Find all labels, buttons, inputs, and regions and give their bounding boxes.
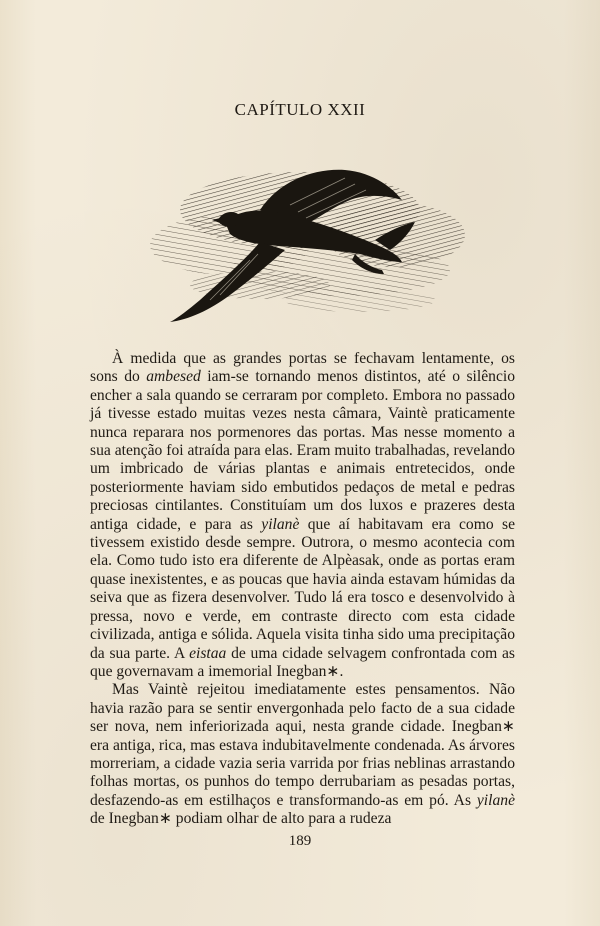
text-run: iam-se tornando menos distintos, até o silêncio encher a sala quando se cerraram por completo. Embora no passado já tivesse estado muitas vezes nesta câmara, Vaintè praticamente nunca reparara nos pormenores das portas. Mas nesse momento a sua atenção foi atraída para elas. Eram muito trabalhadas, revelando um imbricado de várias plantas e animais entretecidos, onde posteriormente haviam sido embutidos pedaços de metal e pedras preciosas cintilantes. Constituíam um dos luxos e prazeres desta antiga cidade, e para as — [90, 368, 515, 533]
italic-term: ambesed — [146, 368, 201, 386]
text-run: de uma cidade selvagem confrontada com as que governavam a imemorial Inegban∗. — [90, 644, 515, 680]
text-run: Mas Vaintè rejeitou imediatamente estes pensamentos. Não havia razão para se sentir envergonhada pelo facto de a sua cidade ser nova, nem inferiorizada aqui, nesta grande cidade. Inegban∗ era antiga, rica, mas estava indubitavelmente condenada. As árvores morreriam, a cidade vazia seria varrida por frias neblinas arrastando folhas mortas, os punhos do tempo derrubariam as pesadas portas, desfazendo-as em estilhaços e transformando-as em pó. As — [90, 681, 515, 809]
paragraph — [90, 681, 515, 828]
italic-term: eistaa — [189, 644, 227, 662]
body-text — [90, 350, 515, 829]
text-run: À medida que as grandes portas se fechavam lentamente, os sons do — [90, 350, 515, 386]
page-number: 189 — [288, 833, 312, 849]
text-run: que aí habitavam era como se tivessem existido desde sempre. Outrora, o mesmo acontecia com ela. Como tudo isto era diferente de Alpèasak, onde as portas eram quase inexistentes, e as poucas que havia ainda estavam húmidas da seiva que as fizera desenvolver. Tudo lá era tosco e desenvolvido à pressa, novo e verde, em contraste directo com esta cidade civilizada, antiga e sólida. Aquela visita tinha sido uma precipitação da sua parte. A — [90, 515, 515, 662]
paragraph — [90, 350, 515, 681]
chapter-title: CAPÍTULO XXII — [234, 100, 366, 119]
text-run: de Inegban∗ podiam olhar de alto para a rudeza — [90, 810, 392, 828]
bird-illustration — [140, 150, 470, 340]
italic-term: yilanè — [476, 791, 515, 809]
italic-term: yilanè — [261, 515, 300, 533]
